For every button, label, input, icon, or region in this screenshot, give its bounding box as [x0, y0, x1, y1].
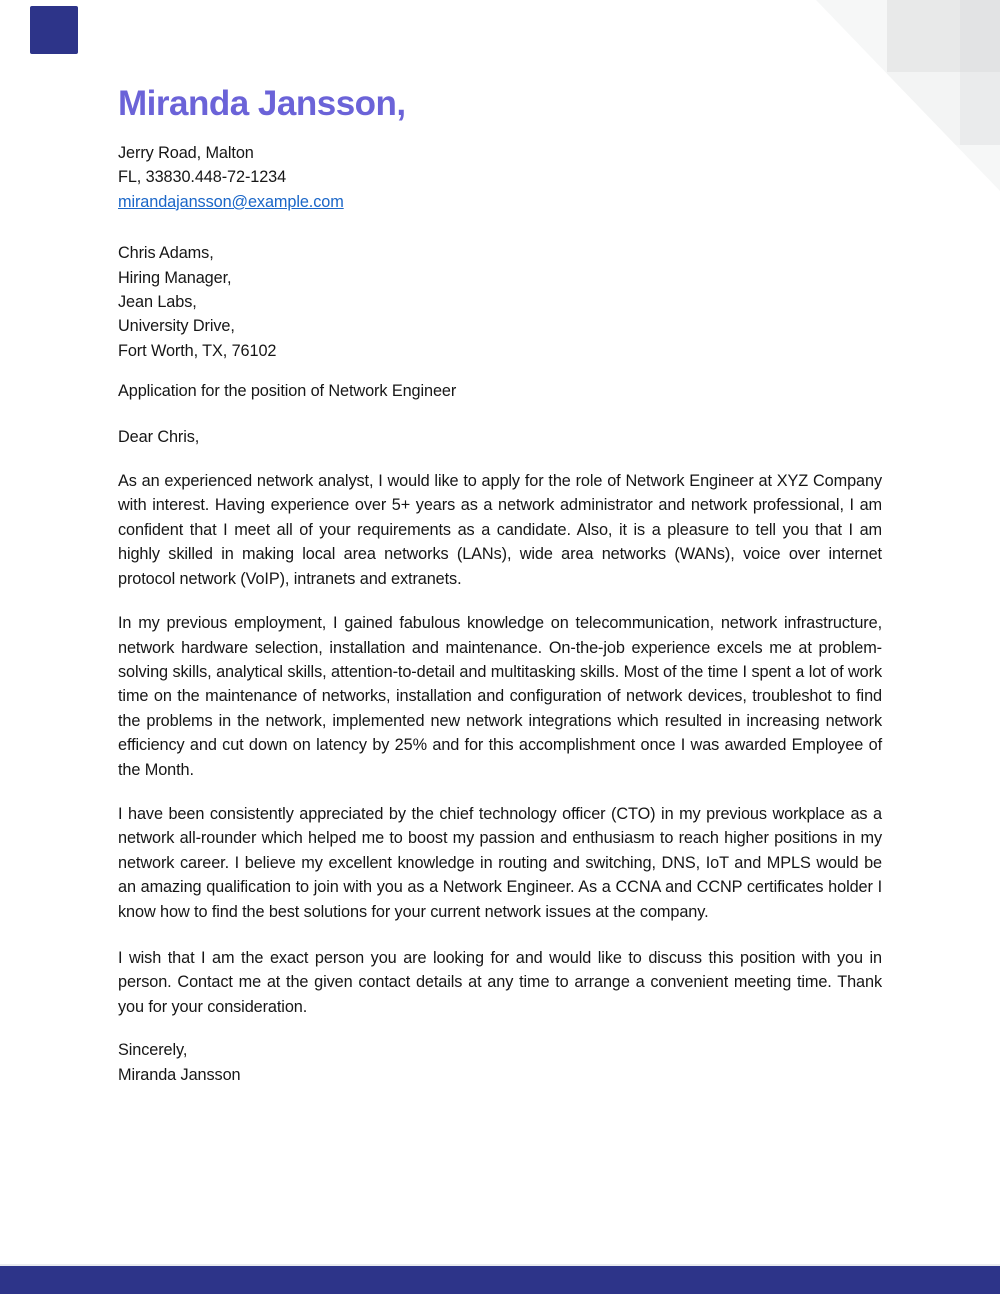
recipient-title: Hiring Manager,: [118, 268, 232, 287]
body-paragraph: In my previous employment, I gained fabulous knowledge on telecommunication, network infrastructure, network hardware selection, installation and maintenance. On-the-job experience excels me at problem-solving skills, analytical skills, attention-to-detail and multitasking skills. Most of the time I spent a lot of work time on the maintenance of networks, installation and configuration of network devices, troubleshot to find the problems in the network, implemented new network integrations which resulted in increasing network efficiency and cut down on latency by 25% and for this accomplishment once I was awarded Employee of the Month.: [118, 614, 882, 779]
sender-address-line: Jerry Road, Malton: [118, 144, 254, 162]
body-paragraph: As an experienced network analyst, I would like to apply for the role of Network Engineer at XYZ Company with interest. Having experience over 5+ years as a network administrator and network professional, I am confident that I meet all of your requirements as a candidate. Also, it is a pleasure to tell you that I am highly skilled in making local area networks (LANs), wide area networks (WANs), voice over internet protocol network (VoIP), intranets and extranets.: [118, 472, 882, 588]
corner-square: [960, 0, 1000, 72]
salutation: Dear Chris,: [118, 427, 200, 446]
subject-line: Application for the position of Network Engineer: [118, 382, 457, 401]
recipient-block: [118, 241, 882, 363]
sender-contact-block: [118, 141, 882, 214]
corner-square: [887, 72, 960, 145]
corner-square: [887, 0, 960, 72]
body-paragraph: I have been consistently appreciated by the chief technology officer (CTO) in my previous workplace as a network all-rounder which helped me to boost my passion and enthusiasm to reach higher positions in my network career. I believe my excellent knowledge in routing and switching, DNS, IoT and MPLS would be an amazing qualification to join with you as a Network Engineer. As a CCNA and CCNP certificates holder I know how to find the best solutions for your current network issues at the company.: [118, 804, 882, 921]
recipient-city: Fort Worth, TX, 76102: [118, 341, 277, 360]
recipient-company: Jean Labs,: [118, 293, 197, 312]
sender-name-heading: Miranda Jansson,: [118, 84, 406, 123]
sender-email-link[interactable]: mirandajansson@example.com: [118, 192, 344, 211]
corner-square: [960, 72, 1000, 145]
recipient-name: Chris Adams,: [118, 244, 214, 263]
footer-bar: [0, 1264, 1000, 1294]
letter-content: [118, 84, 882, 1087]
sender-phone-line: FL, 33830.448-72-1234: [118, 168, 287, 187]
closing-signoff: Sincerely,: [118, 1041, 188, 1060]
recipient-street: University Drive,: [118, 317, 235, 336]
closing-signature: Miranda Jansson: [118, 1065, 241, 1084]
top-left-accent-square: [30, 6, 78, 54]
closing-block: [118, 1038, 882, 1087]
body-paragraph: I wish that I am the exact person you are looking for and would like to discuss this position with you in person. Contact me at the given contact details at any time to arrange a convenient meeting time. Thank you for your consideration.: [118, 948, 882, 1016]
